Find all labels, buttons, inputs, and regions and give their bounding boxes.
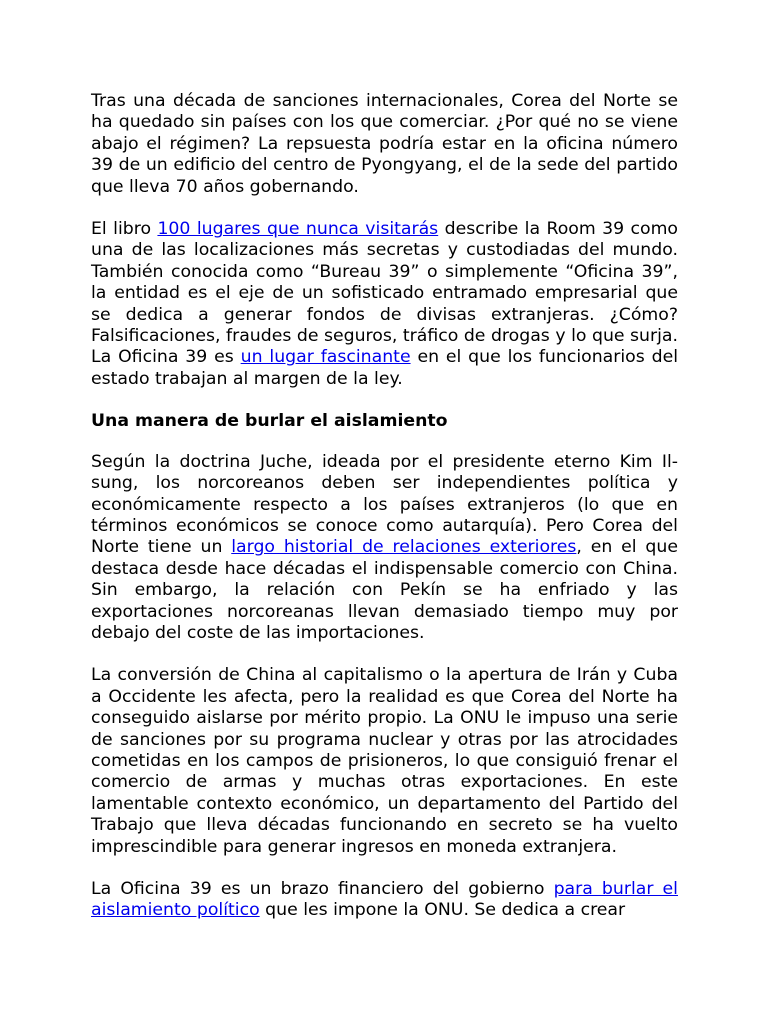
paragraph-text: La Oficina 39 es un brazo financiero del gobierno: [91, 879, 554, 899]
paragraph-text: El libro: [91, 219, 158, 240]
document-page: [91, 91, 678, 922]
link-burlar-aislamiento[interactable]: para burlar el aislamiento político: [91, 879, 678, 921]
link-lugar-fascinante[interactable]: un lugar fascinante: [240, 347, 411, 368]
paragraph-text: Según la doctrina Juche, ideada por el presidente eterno Kim Il-sung, los norcoreanos deben ser independientes política y económicamente respecto a los países extranjeros (lo que en términos económicos se conoce como autarquía). Pero Corea del Norte tiene un: [91, 451, 678, 558]
paragraph-text: que les impone la ONU. Se dedica a crear: [259, 900, 626, 921]
section-heading: Una manera de burlar el aislamiento: [91, 411, 448, 432]
paragraph-juche: [91, 452, 678, 645]
paragraph-text: describe la Room 39 como una de las localizaciones más secretas y custodiadas del mundo. También conocida como “Bureau 39” o simplemente “Oficina 39”, la entidad es el eje de un sofisticado entramado empresarial que se dedica a generar fondos de divisas extranjeras. ¿Cómo? Falsificaciones, fraudes de seguros, tráfico de drogas y lo que surja. La Oficina 39 es: [91, 219, 678, 368]
paragraph-brazo-financiero: [91, 879, 678, 922]
paragraph-text: , en el que destaca desde hace décadas el indispensable comercio con China. Sin embargo, la relación con Pekín se ha enfriado y las exportaciones norcoreanas llevan demasiado tiempo muy por debajo del coste de las importaciones.: [91, 537, 678, 643]
link-100-lugares[interactable]: 100 lugares que nunca visitarás: [157, 219, 439, 240]
paragraph-sanciones: La conversión de China al capitalismo o la apertura de Irán y Cuba a Occidente les afecta, pero la realidad es que Corea del Norte ha conseguido aislarse por mérito propio. La ONU le impuso una serie de sanciones por su programa nuclear y otras por las atrocidades cometidas en los campos de prisioneros, lo que consiguió frenar el comercio de armas y muchas otras exportaciones. En este lamentable contexto económico, un departamento del Partido del Trabajo que lleva décadas funcionando en secreto se ha vuelto imprescindible para generar ingresos en moneda extranjera.: [91, 665, 678, 857]
paragraph-intro: Tras una década de sanciones internacionales, Corea del Norte se ha quedado sin países con los que comerciar. ¿Por qué no se viene abajo el régimen? La repsuesta podría estar en la oficina número 39 de un edificio del centro de Pyongyang, el de la sede del partido que lleva 70 años gobernando.: [91, 91, 678, 197]
paragraph-text: en el que los funcionarios del estado trabajan al margen de la ley.: [91, 347, 678, 389]
paragraph-room-39: [91, 219, 678, 390]
link-relaciones-exteriores[interactable]: largo historial de relaciones exteriores: [231, 537, 577, 558]
